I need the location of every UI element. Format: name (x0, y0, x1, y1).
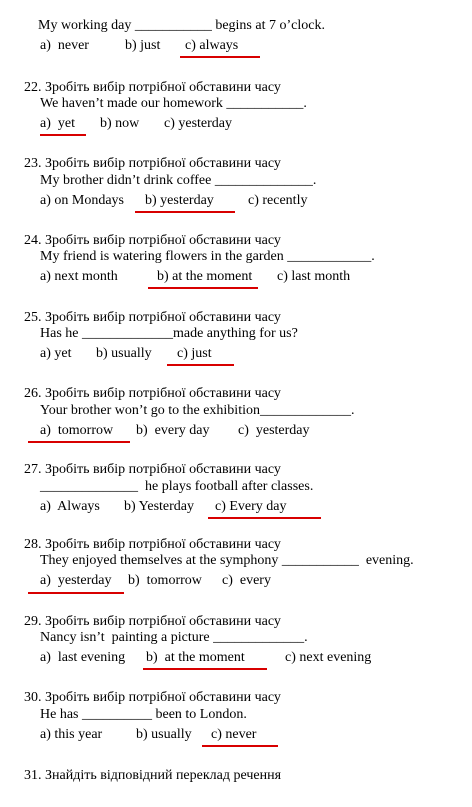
option-a: a) never (40, 38, 89, 53)
question-stem: Has he _____________made anything for us? (40, 326, 298, 341)
option-c: c) Every day (215, 499, 287, 514)
answer-underline (180, 56, 260, 58)
option-c: c) yesterday (238, 423, 310, 438)
question-heading: 27. Зробіть вибір потрібної обставини часу (24, 462, 281, 477)
option-a: a) this year (40, 727, 103, 742)
option-c: c) next evening (285, 650, 372, 665)
question-heading: 22. Зробіть вибір потрібної обставини часу (24, 80, 281, 95)
answer-underline (202, 745, 278, 747)
option-b: b) now (100, 116, 140, 131)
option-b: b) at the moment (157, 269, 253, 284)
question-heading: 28. Зробіть вибір потрібної обставини часу (24, 537, 281, 552)
option-a: a) yet (40, 116, 75, 131)
option-b: b) tomorrow (128, 573, 202, 588)
option-c: c) recently (248, 193, 308, 208)
answer-underline (143, 668, 267, 670)
question-stem: My brother didn’t drink coffee ______________. (40, 173, 317, 188)
option-b: b) Yesterday (124, 499, 194, 514)
question-stem: We haven’t made our homework ___________. (40, 96, 307, 111)
option-b: b) usually (136, 727, 192, 742)
answer-underline (40, 134, 86, 136)
option-c: c) last month (277, 269, 351, 284)
option-a: a) on Mondays (40, 193, 124, 208)
answer-underline (167, 364, 234, 366)
question-heading: 29. Зробіть вибір потрібної обставини часу (24, 614, 281, 629)
question-stem: He has __________ been to London. (40, 707, 247, 722)
option-a: a) tomorrow (40, 423, 114, 438)
option-a: a) next month (40, 269, 118, 284)
answer-underline (148, 287, 258, 289)
question-stem: My friend is watering flowers in the garden ____________. (40, 249, 375, 264)
option-a: a) last evening (40, 650, 126, 665)
question-stem: ______________ he plays football after classes. (40, 479, 314, 494)
option-c: c) never (211, 727, 257, 742)
answer-underline (28, 441, 130, 443)
answer-underline (208, 517, 321, 519)
option-b: b) just (125, 38, 161, 53)
question-heading: 26. Зробіть вибір потрібної обставини часу (24, 386, 281, 401)
option-a: a) yet (40, 346, 72, 361)
option-a: a) Always (40, 499, 100, 514)
option-b: b) yesterday (145, 193, 214, 208)
question-stem: They enjoyed themselves at the symphony ___________ evening. (40, 553, 414, 568)
question-stem: Your brother won’t go to the exhibition_____________. (40, 403, 355, 418)
question-stem: My working day ___________ begins at 7 o’clock. (38, 18, 325, 33)
question-stem: Nancy isn’t painting a picture _____________. (40, 630, 308, 645)
option-b: b) every day (136, 423, 210, 438)
question-heading: 30. Зробіть вибір потрібної обставини часу (24, 690, 281, 705)
option-a: a) yesterday (40, 573, 112, 588)
question-heading: 23. Зробіть вибір потрібної обставини часу (24, 156, 281, 171)
option-b: b) usually (96, 346, 152, 361)
answer-underline (28, 592, 124, 594)
option-b: b) at the moment (146, 650, 245, 665)
option-c: c) just (177, 346, 212, 361)
option-c: c) always (185, 38, 239, 53)
answer-underline (135, 211, 235, 213)
question-heading: 31. Знайдіть відповідний переклад речення (24, 768, 282, 783)
option-c: c) yesterday (164, 116, 233, 131)
question-heading: 24. Зробіть вибір потрібної обставини часу (24, 233, 281, 248)
question-heading: 25. Зробіть вибір потрібної обставини часу (24, 310, 281, 325)
option-c: c) every (222, 573, 271, 588)
